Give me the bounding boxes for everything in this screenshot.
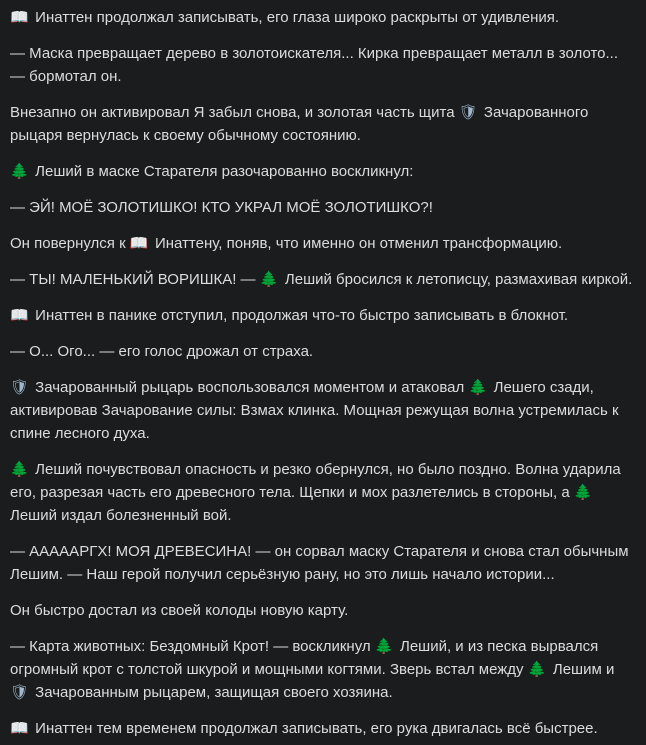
paragraph-text: — ЭЙ! МОЁ ЗОЛОТИШКО! КТО УКРАЛ МОЁ ЗОЛОТИШКО?! (10, 199, 433, 216)
tree-icon: 🌲 (374, 637, 394, 655)
paragraph (10, 101, 634, 147)
paragraph-text: Леший издал болезненный вой. (10, 507, 232, 524)
paragraph-text: — АААААРГХ! МОЯ ДРЕВЕСИНА! — он сорвал маску Старателя и снова стал обычным Лешим. — Наш герой получил серьёзную рану, но это лишь начало истории... (10, 543, 629, 583)
paragraph-text: Инаттену, поняв, что именно он отменил трансформацию. (150, 235, 563, 252)
paragraph-text: — ТЫ! МАЛЕНЬКИЙ ВОРИШКА! — (10, 271, 260, 288)
paragraph (10, 232, 634, 255)
paragraph (10, 196, 634, 219)
paragraph (10, 6, 634, 29)
paragraph (10, 376, 634, 445)
tree-icon: 🌲 (573, 483, 593, 501)
paragraph (10, 160, 634, 183)
paragraph (10, 458, 634, 527)
paragraph (10, 540, 634, 586)
paragraph-text: Внезапно он активировал Я забыл снова, и золотая часть щита (10, 104, 459, 121)
paragraph-text: Инаттен в панике отступил, продолжая что-то быстро записывать в блокнот. (31, 307, 568, 324)
paragraph-text: — Карта животных: Бездомный Крот! — воскликнул (10, 638, 375, 655)
paragraph-text: Он быстро достал из своей колоды новую карту. (10, 602, 349, 619)
book-icon: 📖 (129, 234, 149, 252)
paragraph (10, 268, 634, 291)
tree-icon: 🌲 (468, 378, 488, 396)
paragraph (10, 635, 634, 704)
shield-icon: 🛡 (458, 103, 478, 121)
paragraph-text: — Маска превращает дерево в золотоискателя... Кирка превращает металл в золото... — бормотал он. (10, 45, 618, 85)
paragraph (10, 599, 634, 622)
paragraph-text: Зачарованного рыцаря вернулась к своему обычному состоянию. (10, 104, 589, 144)
paragraph-text: Леший в маске Старателя разочарованно воскликнул: (31, 163, 414, 180)
paragraph-text: Лешим и (548, 661, 615, 678)
shield-icon: 🛡 (10, 683, 30, 701)
paragraph-text: — О... Ого... — его голос дрожал от страха. (10, 343, 314, 360)
paragraph-text: Зачарованным рыцарем, защищая своего хозяина. (31, 684, 393, 701)
tree-icon: 🌲 (10, 162, 29, 180)
book-icon: 📖 (10, 306, 29, 324)
paragraph-text: Лешего сзади, активировав Зачарование силы: Взмах клинка. Мощная режущая волна устремилась к спине лесного духа. (10, 379, 619, 442)
tree-icon: 🌲 (10, 460, 29, 478)
paragraph-text: Он повернулся к (10, 235, 130, 252)
paragraph-text: Леший бросился к летописцу, размахивая киркой. (280, 271, 633, 288)
paragraph-text: Леший почувствовал опасность и резко обернулся, но было поздно. Волна ударила его, разрезая часть его древесного тела. Щепки и мох разлетелись в стороны, а (10, 461, 621, 501)
paragraph (10, 717, 634, 740)
tree-icon: 🌲 (259, 270, 279, 288)
tree-icon: 🌲 (527, 660, 547, 678)
paragraph-text: Инаттен тем временем продолжал записывать, его рука двигалась всё быстрее. (31, 720, 598, 737)
paragraph-text: Инаттен продолжал записывать, его глаза широко раскрыты от удивления. (31, 9, 560, 26)
paragraph (10, 340, 634, 363)
shield-icon: 🛡 (10, 378, 30, 396)
paragraph (10, 304, 634, 327)
paragraph-text: Леший, и из песка вырвался огромный крот с толстой шкурой и мощными когтями. Зверь встал между (10, 638, 599, 678)
book-icon: 📖 (10, 719, 29, 737)
paragraph-text: Зачарованный рыцарь воспользовался моментом и атаковал (31, 379, 469, 396)
paragraph (10, 42, 634, 88)
book-icon: 📖 (10, 8, 29, 26)
